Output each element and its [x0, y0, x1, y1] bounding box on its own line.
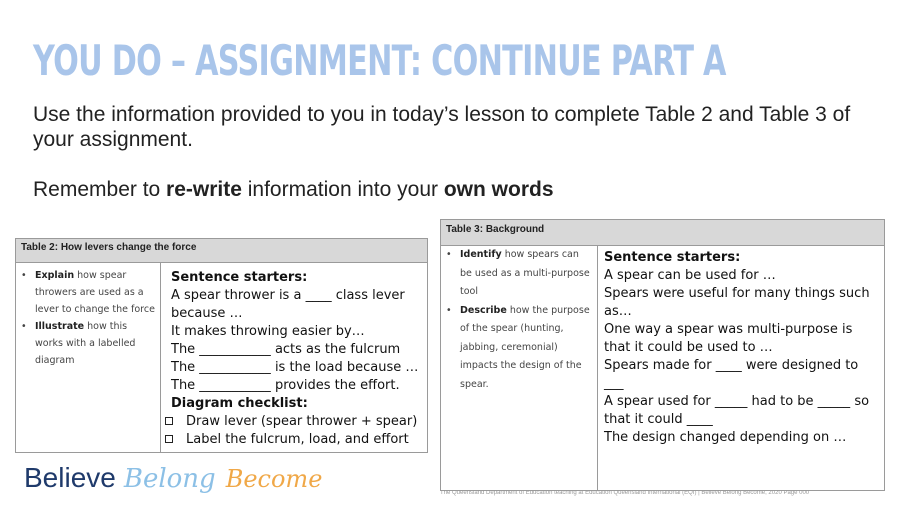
table-3-task-column [441, 246, 598, 490]
table-2-header: Table 2: How levers change the force [16, 239, 427, 263]
rewrite-emphasis: re-write [166, 178, 242, 201]
slide-title: YOU DO – ASSIGNMENT: CONTINUE PART A [33, 36, 726, 85]
starters-title: Sentence starters: [604, 250, 741, 265]
bullet-text: how the purpose of the spear (hunting, jabbing, ceremonial) impacts the design of the spear. [460, 304, 590, 390]
starter-line: The ___________ provides the effort. [171, 378, 400, 393]
checklist-text: Label the fulcrum, load, and effort [186, 432, 409, 447]
logo-belong: Belong [123, 464, 216, 494]
checkbox-icon [165, 435, 173, 443]
table-3-header: Table 3: Background [441, 220, 884, 246]
starter-line: A spear can be used for … [604, 268, 776, 283]
starter-line: A spear thrower is a ____ class lever because … [171, 288, 405, 321]
bullet-keyword: Illustrate [35, 321, 85, 332]
starter-line: A spear used for _____ had to be _____ so that it could ____ [604, 394, 870, 427]
table-2-starters-column [161, 263, 425, 449]
starter-line: Spears were useful for many things such as… [604, 286, 870, 319]
starters-title: Sentence starters: [171, 270, 308, 285]
intro-text: Use the information provided to you in today’s lesson to complete Table 2 and Table 3 of your assignment. [33, 103, 851, 151]
checklist-item [165, 431, 421, 449]
remember-part-2: information into your [241, 178, 444, 201]
bullet-text: how this works with a labelled diagram [35, 321, 136, 366]
checkbox-icon [165, 417, 173, 425]
starter-line: The ___________ acts as the fulcrum [171, 342, 401, 357]
starter-line: Spears made for ____ were designed to ___ [604, 358, 859, 391]
table-3-bullet-identify [443, 246, 593, 302]
bullet-text: how spear throwers are used as a lever to change the force [35, 270, 155, 315]
remember-text [33, 177, 554, 202]
table-2-bullet-explain [18, 267, 156, 318]
logo-believe: Believe [24, 462, 116, 493]
logo-become: Become [225, 465, 323, 493]
bullet-text: how spears can be used as a multi-purpose tool [460, 249, 590, 297]
checklist-text: Draw lever (spear thrower + spear) [186, 414, 418, 429]
table-2-task-column [16, 263, 161, 452]
bullet-keyword: Identify [460, 249, 502, 260]
starter-line: One way a spear was multi-purpose is that it could be used to … [604, 322, 853, 355]
table-2-bullet-illustrate [18, 318, 156, 369]
bullet-keyword: Describe [460, 304, 507, 316]
remember-part-1: Remember to [33, 178, 167, 201]
table-2 [15, 238, 428, 453]
starter-line: The ___________ is the load because … [171, 360, 419, 375]
checklist-item [165, 413, 421, 431]
table-3-bullet-describe [443, 302, 593, 395]
checklist-title: Diagram checklist: [171, 396, 308, 411]
table-3 [440, 219, 885, 491]
own-words-emphasis: own words [443, 178, 554, 201]
believe-belong-become-logo [24, 462, 322, 494]
footer-note: The Queensland Department of Education teaching at Education Queensland International (EQI) | Believe Belong Become, 2020 Page 000 [440, 490, 810, 496]
bullet-keyword: Explain [35, 270, 75, 281]
starter-line: It makes throwing easier by… [171, 324, 365, 339]
starter-line: The design changed depending on … [604, 430, 847, 445]
table-3-starters-column [598, 246, 882, 447]
